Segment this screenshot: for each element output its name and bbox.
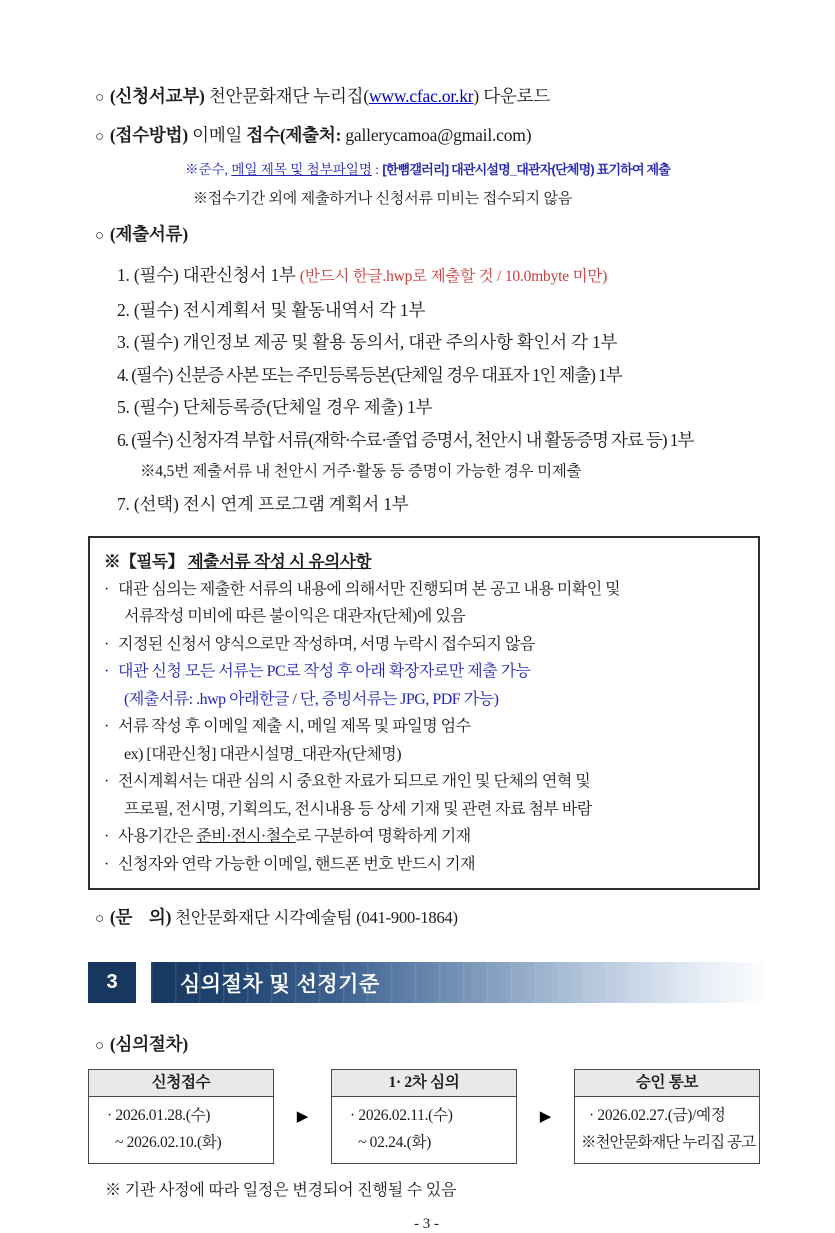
step-header: 1· 2차 심의 — [332, 1070, 516, 1097]
item-warning-red: (반드시 한글.hwp로 제출할 것 / 10.0mbyte 미만) — [299, 268, 608, 285]
notice-line-5-cont — [104, 796, 744, 824]
form-text-pre: 천안문화재단 누리집( — [204, 86, 369, 106]
notice-box — [88, 536, 760, 891]
notice-line-5 — [104, 768, 744, 796]
notice-line-2 — [104, 631, 744, 659]
step-body — [575, 1097, 759, 1163]
step-arrow-icon: ▶ — [539, 1109, 552, 1125]
item-num: 1. (필수) — [117, 265, 179, 285]
item-text: 개인정보 제공 및 활용 동의서, 대관 주의사항 확인서 각 1부 — [178, 332, 618, 352]
section-3-title: 심의절차 및 선정기준 — [180, 972, 380, 996]
page-number: - 3 - — [414, 1216, 439, 1232]
dot-bullet: · — [104, 855, 109, 873]
circle-bullet: ○ — [95, 228, 104, 244]
dot-bullet: · — [104, 773, 109, 790]
step-header: 승인 통보 — [575, 1070, 759, 1097]
notice-post: 로 구분하여 명확하게 기재 — [295, 828, 471, 845]
application-method-line — [88, 121, 765, 151]
notice-text: 대관 신청 모든 서류는 PC로 작성 후 아래 확장자로만 제출 가능 — [118, 663, 531, 680]
doc-item-6 — [88, 424, 765, 457]
schedule-step-approval — [574, 1069, 760, 1164]
notice-line-1-cont — [104, 603, 744, 631]
method-label: (접수방법) — [109, 125, 188, 145]
note-underlined: 메일 제목 및 첨부파일명 — [231, 162, 372, 177]
notice-text: 프로필, 전시명, 기획의도, 전시내용 등 상세 기재 및 관련 자료 첨부 바람 — [124, 800, 592, 818]
notice-box-title — [104, 547, 744, 576]
item-text: 전시계획서 및 활동내역서 각 1부 — [178, 299, 426, 320]
item-text: 신청자격 부합 서류(재학·수료·졸업 증명서, 천안시 내 활동증명 자료 등) 1부 — [172, 429, 694, 450]
notice-line-4 — [104, 713, 744, 741]
item-text: 대관신청서 1부 — [178, 265, 300, 285]
application-form-line — [88, 82, 765, 112]
notice-text: (제출서류: .hwp 아래한글 / 단, 증빙서류는 JPG, PDF 가능) — [124, 690, 499, 708]
notice-underlined: 준비·전시·철수 — [196, 828, 296, 845]
notice-text: ex) [대관신청] 대관시설명_대관자(단체명) — [124, 745, 402, 763]
mail-title-note — [185, 160, 765, 180]
notice-pre: 사용기간은 — [118, 828, 197, 845]
doc-item-4 — [88, 359, 765, 392]
notice-text: 신청자와 연락 가능한 이메일, 핸드폰 번호 반드시 기재 — [118, 855, 476, 873]
section-3-number: 3 — [88, 962, 136, 1003]
notice-line-4-cont — [104, 741, 744, 769]
step-note: ※천안문화재단 누리집 공고 — [581, 1134, 755, 1151]
procedure-label: (심의절차) — [109, 1034, 188, 1054]
schedule-note: ※ 기관 사정에 따라 일정은 변경되어 진행될 수 있음 — [105, 1182, 457, 1199]
notice-title-underlined: 제출서류 작성 시 유의사항 — [187, 551, 372, 571]
step-date: · 2026.02.27.(금)/예정 — [589, 1107, 726, 1124]
method-text-pre: 이메일 — [187, 125, 247, 145]
notice-title-prefix: ※【필독】 — [104, 551, 188, 571]
step-date-start: · 2026.02.11.(수) — [350, 1107, 453, 1124]
item-num: 4. (필수) — [117, 364, 173, 385]
item-text: 전시 연계 프로그램 계획서 1부 — [178, 494, 409, 514]
schedule-flow — [88, 1069, 760, 1164]
notice-text: 서류작성 미비에 따른 불이익은 대관자(단체)에 있음 — [124, 608, 466, 625]
note-prefix: ※준수, — [185, 162, 232, 177]
doc-item-7 — [88, 488, 765, 521]
dot-bullet: · — [104, 580, 109, 598]
notice-line-1 — [104, 576, 744, 604]
notice-text: 대관 심의는 제출한 서류의 내용에 의해서만 진행되며 본 공고 내용 미확인 및 — [118, 580, 621, 598]
method-email: gallerycamoa@gmail.com) — [341, 125, 532, 145]
contact-line — [88, 903, 765, 933]
form-label: (신청서교부) — [109, 86, 205, 106]
contact-label: (문 의) — [109, 907, 172, 927]
dot-bullet: · — [104, 828, 109, 845]
item-num: 6. (필수) — [117, 429, 173, 450]
review-procedure-heading — [88, 1030, 765, 1060]
section-3-header — [88, 962, 765, 1003]
form-text-post: ) 다운로드 — [473, 86, 551, 106]
notice-text: 서류 작성 후 이메일 제출 시, 메일 제목 및 파일명 엄수 — [118, 718, 471, 735]
documents-label: (제출서류) — [109, 224, 188, 244]
circle-bullet: ○ — [95, 1038, 104, 1054]
circle-bullet: ○ — [95, 911, 104, 927]
step-date-end: ~ 02.24.(화) — [358, 1134, 432, 1151]
step-arrow-icon: ▶ — [296, 1109, 309, 1125]
doc-item-2 — [88, 294, 765, 327]
step-header: 신청접수 — [89, 1070, 273, 1097]
doc-item-3 — [88, 326, 765, 359]
circle-bullet: ○ — [95, 129, 104, 145]
item-num: 2. (필수) — [117, 299, 179, 320]
dot-bullet: · — [104, 663, 109, 680]
item-num: 3. (필수) — [117, 332, 179, 352]
doc-item-1 — [88, 259, 765, 294]
dot-bullet: · — [104, 635, 109, 653]
doc-item-6-note: ※4,5번 제출서류 내 천안시 거주·활동 등 증명이 가능한 경우 미제출 — [140, 463, 582, 480]
notice-text — [118, 823, 471, 851]
circle-bullet: ○ — [95, 90, 104, 106]
item-text: 단체등록증(단체일 경우 제출) 1부 — [178, 397, 433, 417]
step-body — [332, 1097, 516, 1163]
section-3-title-bar — [151, 962, 765, 1003]
notice-text: 지정된 신청서 양식으로만 작성하며, 서명 누락시 접수되지 않음 — [118, 635, 535, 653]
step-date-start: · 2026.01.28.(수) — [107, 1107, 211, 1124]
doc-item-5 — [88, 391, 765, 424]
notice-line-7 — [104, 851, 744, 879]
item-num: 5. (필수) — [117, 397, 179, 417]
note-strong: [한뼘갤러리] 대관시설명_대관자(단체명) 표기하여 제출 — [382, 162, 671, 177]
documents-heading — [88, 220, 765, 250]
schedule-step-application — [88, 1069, 274, 1164]
document-list — [88, 259, 765, 521]
notice-line-3-blue — [104, 658, 744, 686]
step-date-end: ~ 2026.02.10.(화) — [115, 1134, 222, 1151]
step-body — [89, 1097, 273, 1163]
notice-line-6 — [104, 823, 744, 851]
cfac-website-link[interactable]: www.cfac.or.kr — [368, 86, 474, 106]
item-text: 신분증 사본 또는 주민등록등본(단체일 경우 대표자 1인 제출) 1부 — [172, 364, 622, 385]
contact-text: 천안문화재단 시각예술팀 (041-900-1864) — [171, 908, 458, 927]
item-num: 7. (선택) — [117, 494, 179, 514]
notice-line-3-cont-blue — [104, 686, 744, 714]
schedule-step-review — [331, 1069, 517, 1164]
notice-text: 전시계획서는 대관 심의 시 중요한 자료가 되므로 개인 및 단체의 연혁 및 — [118, 773, 591, 790]
deadline-note: ※접수기간 외에 제출하거나 신청서류 미비는 접수되지 않음 — [193, 191, 573, 207]
method-submit-to: 접수(제출처: — [246, 125, 342, 145]
dot-bullet: · — [104, 718, 109, 735]
note-sep: : — [371, 162, 383, 177]
